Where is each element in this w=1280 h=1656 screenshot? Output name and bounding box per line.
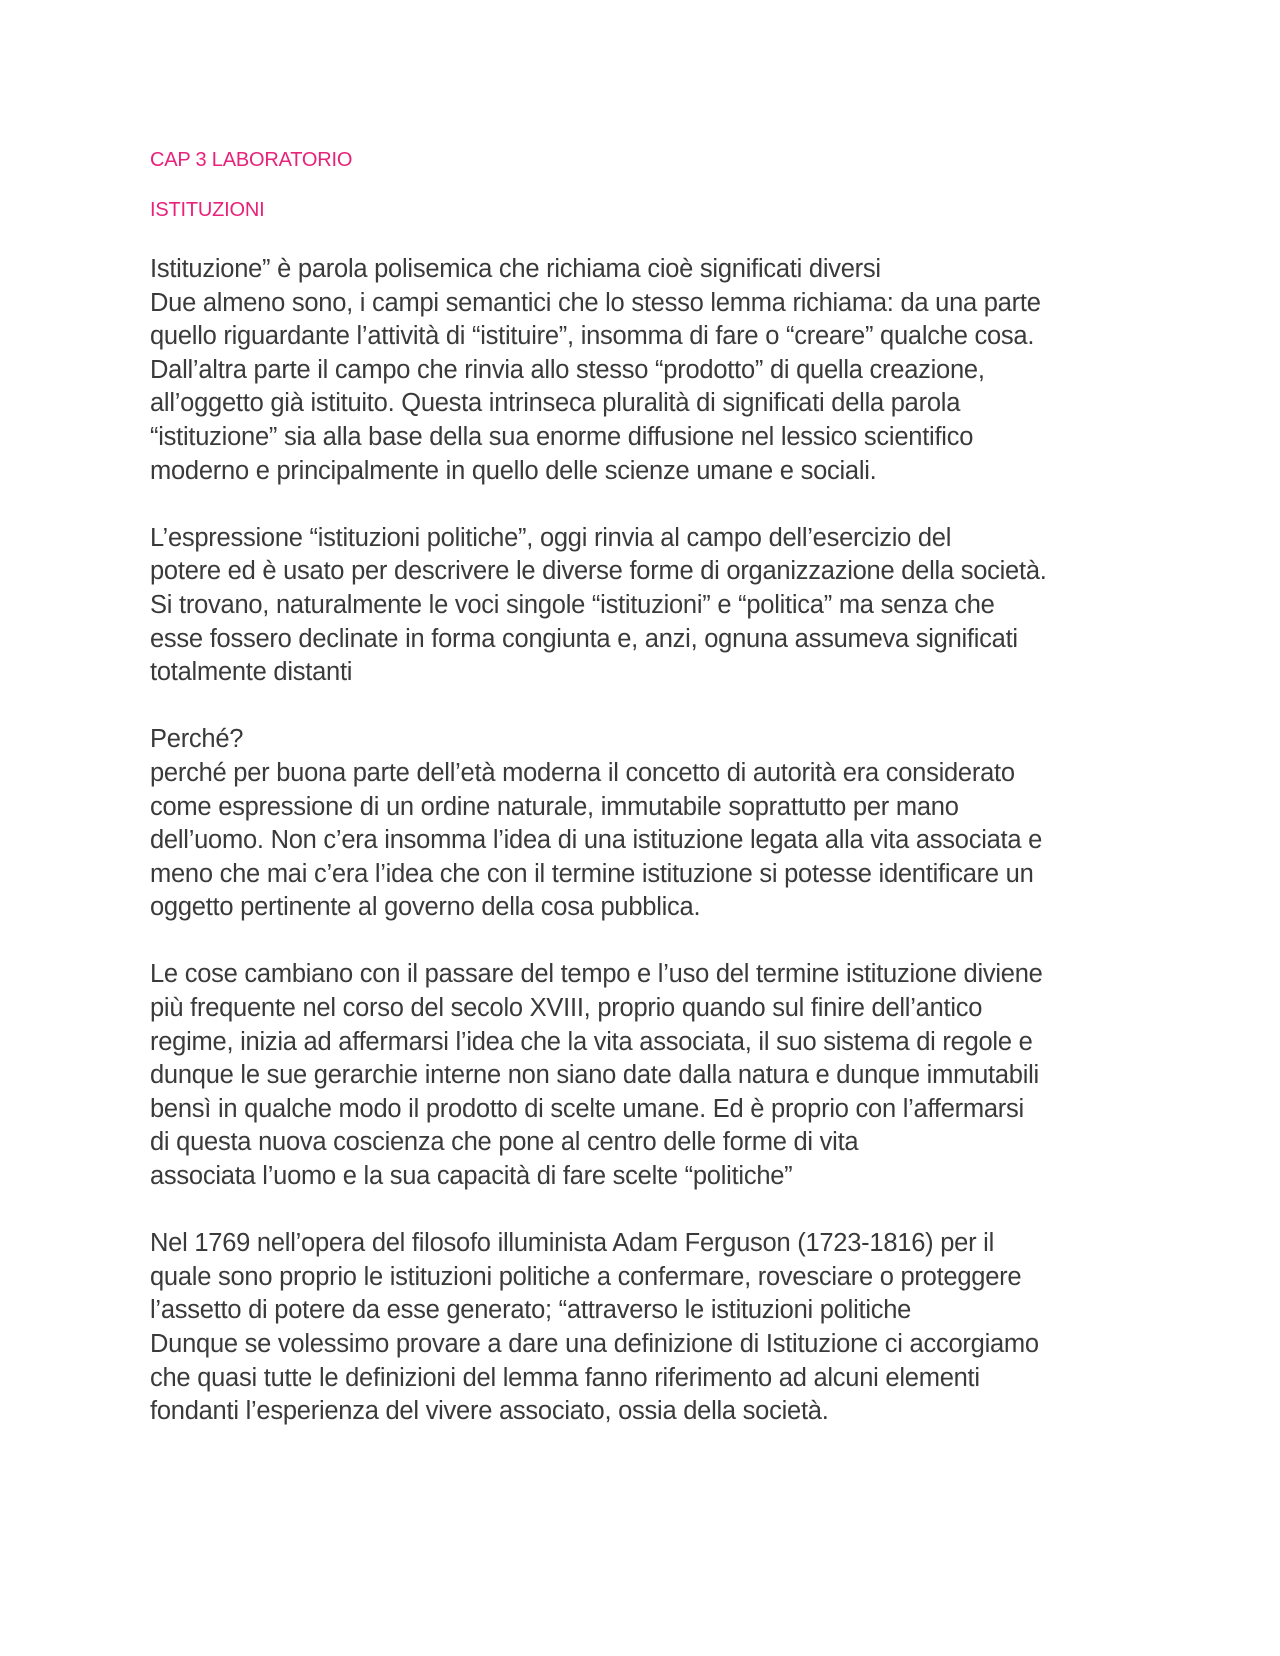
text-line: moderno e principalmente in quello delle scienze umane e sociali. — [150, 456, 877, 485]
text-line: Le cose cambiano con il passare del tempo e l’uso del termine istituzione diviene — [150, 960, 1043, 989]
text-line: Perché? — [150, 725, 244, 754]
paragraph-polisemia — [150, 253, 1230, 488]
chapter-heading: CAP 3 LABORATORIO — [150, 149, 353, 171]
text-line: L’espressione “istituzioni politiche”, oggi rinvia al campo dell’esercizio del — [150, 523, 952, 552]
text-line: di questa nuova coscienza che pone al centro delle forme di vita — [150, 1128, 859, 1157]
text-line: dunque le sue gerarchie interne non siano date dalla natura e dunque immutabili — [150, 1061, 1039, 1090]
text-line: Istituzione” è parola polisemica che richiama cioè significati diversi — [150, 255, 881, 283]
paragraph-perche — [150, 723, 1230, 925]
text-line: quale sono proprio le istituzioni politiche a confermare, rovesciare o proteggere — [150, 1262, 1022, 1291]
document-body — [150, 253, 1230, 1462]
text-line: dell’uomo. Non c’era insomma l’idea di una istituzione legata alla vita associata e — [150, 826, 1043, 855]
text-line: esse fossero declinate in forma congiunta e, anzi, ognuna assumeva significati — [150, 624, 1018, 653]
text-line: l’assetto di potere da esse generato; “attraverso le istituzioni politiche — [150, 1296, 912, 1325]
text-line: perché per buona parte dell’età moderna il concetto di autorità era considerato — [150, 758, 1015, 787]
paragraph-ferguson — [150, 1227, 1230, 1429]
text-line: come espressione di un ordine naturale, immutabile soprattutto per mano — [150, 792, 959, 821]
paragraph-secolo-xviii — [150, 958, 1230, 1193]
text-line: oggetto pertinente al governo della cosa pubblica. — [150, 893, 701, 922]
text-line: bensì in qualche modo il prodotto di scelte umane. Ed è proprio con l’affermarsi — [150, 1094, 1024, 1123]
text-line: Dall’altra parte il campo che rinvia allo stesso “prodotto” di quella creazione, — [150, 355, 985, 384]
text-line: Dunque se volessimo provare a dare una definizione di Istituzione ci accorgiamo — [150, 1330, 1039, 1358]
text-line: Nel 1769 nell’opera del filosofo illuminista Adam Ferguson (1723-1816) per il — [150, 1229, 994, 1258]
section-heading: ISTITUZIONI — [150, 199, 265, 221]
text-line: fondanti l’esperienza del vivere associato, ossia della società. — [150, 1397, 829, 1426]
text-line: Due almeno sono, i campi semantici che lo stesso lemma richiama: da una parte — [150, 288, 1041, 317]
text-line: associata l’uomo e la sua capacità di fare scelte “politiche” — [150, 1162, 793, 1191]
text-line: che quasi tutte le definizioni del lemma fanno riferimento ad alcuni elementi — [150, 1363, 980, 1392]
text-line: più frequente nel corso del secolo XVIII, proprio quando sul finire dell’antico — [150, 994, 983, 1023]
text-line: “istituzione” sia alla base della sua enorme diffusione nel lessico scientifico — [150, 422, 974, 451]
text-line: Si trovano, naturalmente le voci singole “istituzioni” e “politica” ma senza che — [150, 590, 995, 619]
text-line: potere ed è usato per descrivere le diverse forme di organizzazione della società. — [150, 557, 1047, 586]
text-line: quello riguardante l’attività di “istituire”, insomma di fare o “creare” qualche cosa. — [150, 322, 1035, 351]
text-line: regime, inizia ad affermarsi l’idea che la vita associata, il suo sistema di regole e — [150, 1027, 1033, 1056]
paragraph-istituzioni-politiche — [150, 522, 1230, 690]
text-line: meno che mai c’era l’idea che con il termine istituzione si potesse identificare un — [150, 859, 1034, 888]
text-line: all’oggetto già istituito. Questa intrinseca pluralità di significati della parola — [150, 389, 961, 418]
text-line: totalmente distanti — [150, 658, 353, 687]
